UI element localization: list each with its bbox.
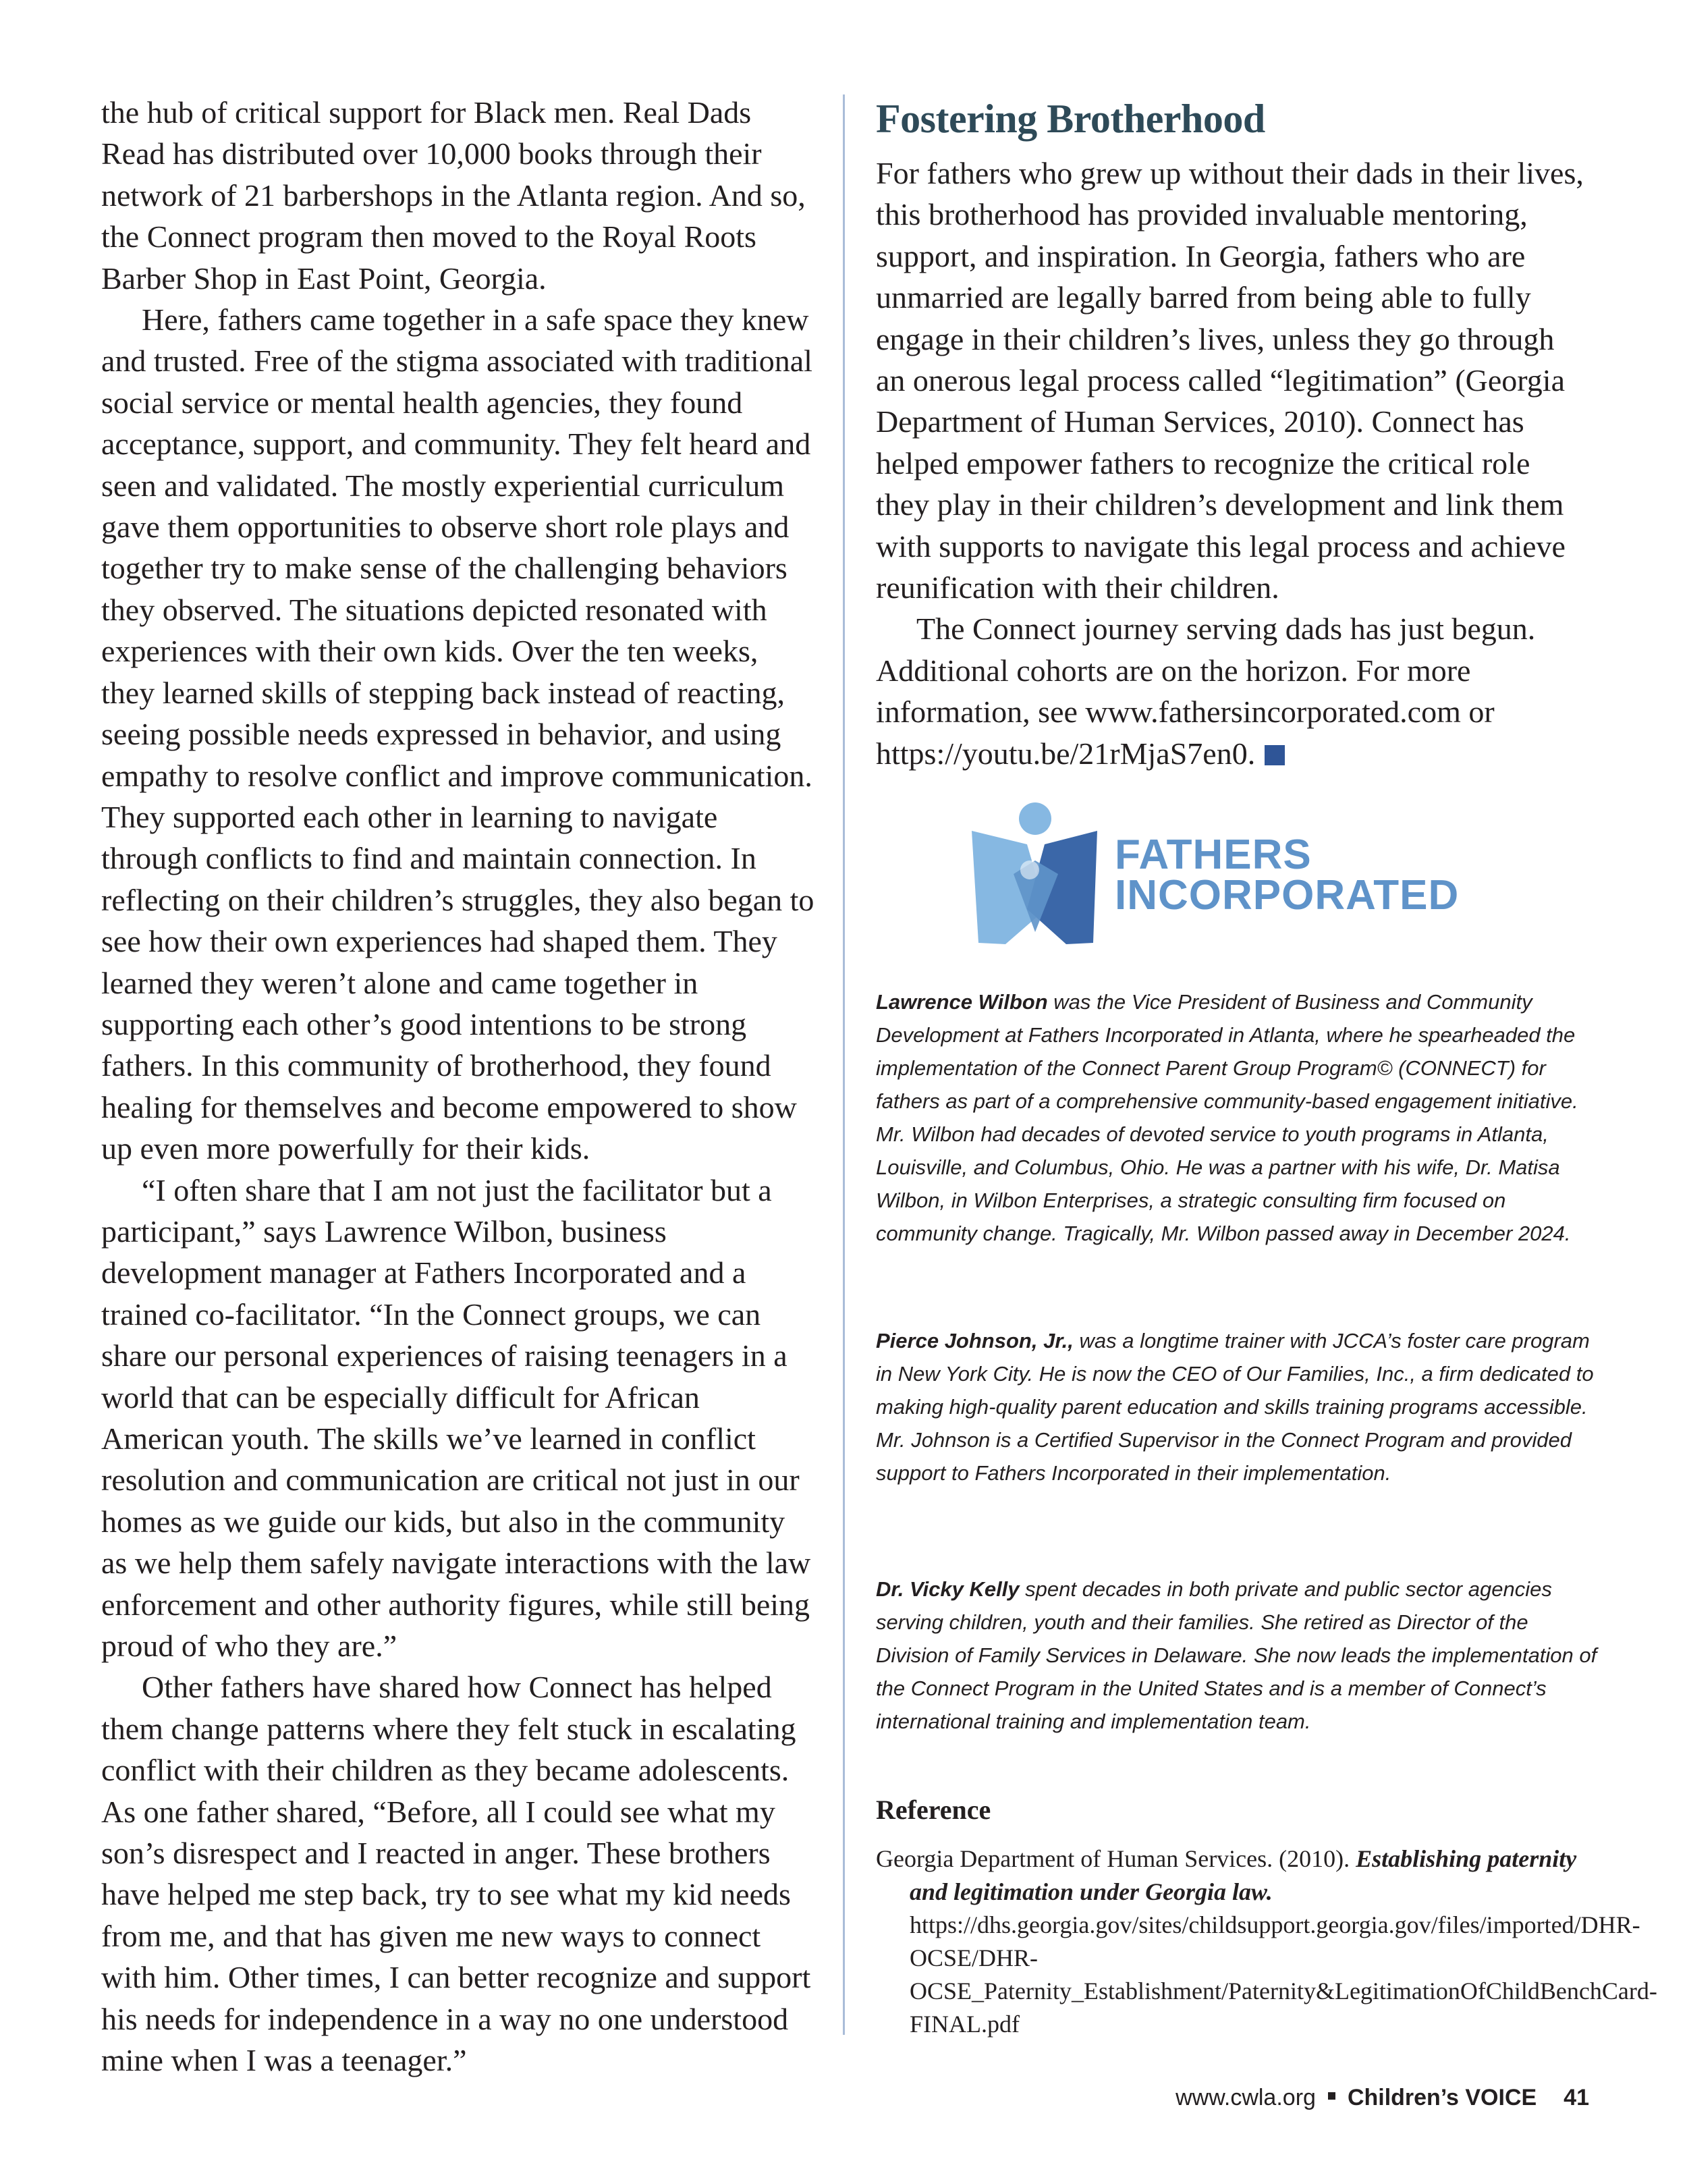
logo-line-2: INCORPORATED (1115, 872, 1460, 919)
column-divider (843, 94, 845, 2035)
author-bio-text: was a longtime trainer with JCCA’s foster care program in New York City. He is now the CEO of Our Families, Inc., a firm dedicated to making high-quality parent education and skills training programs accessible. Mr. Johnson is a Certified Supervisor in the Connect Program and provided support to Fathers Incorporated in their implementation. (876, 1329, 1594, 1485)
author-bio (876, 1573, 1598, 1738)
body-paragraph: “I often share that I am not just the facilitator but a participant,” says Lawrence Wilbon, business development manager at Fathers Incorporated and a trained co-facilitator. “In the Connect groups, we can share our personal experiences of raising teenagers in a world that can be especially difficult for African American youth. The skills we’ve learned in conflict resolution and communication are critical not just in our homes as we guide our kids, but also in the community as we help them safely navigate interactions with the law enforcement and other authority figures, while still being proud of who they are.” (101, 1172, 811, 1664)
end-of-article-mark (1265, 745, 1285, 765)
reference-author: Georgia Department of Human Services. (2010). (876, 1845, 1356, 1872)
footer-publication: Children’s VOICE (1347, 2085, 1537, 2110)
reference-entry (876, 1842, 1657, 2041)
reference-title: Establishing paternity and legitimation under Georgia law. (910, 1845, 1577, 1905)
body-paragraph-text: The Connect journey serving dads has just begun. Additional cohorts are on the horizon. For more information, see www.fathersincorporated.com or https://youtu.be/21rMjaS7en0. (876, 611, 1536, 771)
section-heading: Fostering Brotherhood (876, 97, 1265, 141)
logo-line-1: FATHERS (1115, 831, 1312, 878)
body-paragraph: Other fathers have shared how Connect has helped them change patterns where they felt stuck in escalating conflict with their children as they became adolescents. As one father shared, “Before, all I could see what my son’s disrespect and I reacted in anger. These brothers have helped me step back, try to see what my kid needs from me, and that has given me new ways to connect with him. Other times, I can better recognize and support his needs for independence in a way no one understood mine when I was a teenager.” (101, 1670, 811, 2078)
author-bio (876, 1324, 1598, 1490)
left-column (101, 92, 817, 2081)
author-name: Pierce Johnson, Jr., (876, 1329, 1074, 1353)
page-footer (1176, 2083, 1589, 2112)
author-name: Dr. Vicky Kelly (876, 1577, 1020, 1601)
author-bio-text: was the Vice President of Business and Community Development at Fathers Incorporated in Atlanta, where he spearheaded the implementation of the Connect Parent Group Program© (CONNECT) for fathers as part of a comprehensive community-based engagement initiative. Mr. Wilbon had decades of devoted service to youth programs in Atlanta, Louisville, and Columbus, Ohio. He was a partner with his wife, Dr. Matisa Wilbon, in Wilbon Enterprises, a strategic consulting firm focused on community change. Tragically, Mr. Wilbon passed away in December 2024. (876, 990, 1578, 1245)
author-bio (876, 985, 1598, 1250)
logo-emblem-icon (965, 800, 1100, 948)
body-paragraph (876, 608, 1591, 774)
body-paragraph: For fathers who grew up without their dads in their lives, this brotherhood has provided invaluable mentoring, support, and inspiration. In Georgia, fathers who are unmarried are legally barred from being able to fully engage in their children’s lives, unless they go through an onerous legal process called “legitimation” (Georgia Department of Human Services, 2010). Connect has helped empower fathers to recognize the critical role they play in their children’s development and link them with supports to navigate this legal process and achieve reunification with their children. (876, 156, 1584, 605)
footer-url: www.cwla.org (1176, 2085, 1316, 2110)
fathers-incorporated-logo (965, 800, 1460, 948)
body-paragraph: Here, fathers came together in a safe space they knew and trusted. Free of the stigma associated with traditional social service or mental health agencies, they found acceptance, support, and community. They felt heard and seen and validated. The mostly experiential curriculum gave them opportunities to observe short role plays and together try to make sense of the challenging behaviors they observed. The situations depicted resonated with experiences with their own kids. Over the ten weeks, they learned skills of stepping back instead of reacting, seeing possible needs expressed in behavior, and using empathy to resolve conflict and improve communication. They supported each other in learning to navigate through conflicts to find and maintain connection. In reflecting on their children’s struggles, they also began to see how their own experiences had shaped them. They learned they weren’t alone and came together in supporting each other’s good intentions to be strong fathers. In this community of brotherhood, they found healing for themselves and become empowered to show up even more powerfully for their kids. (101, 302, 814, 1166)
footer-separator (1328, 2092, 1335, 2100)
page-number: 41 (1564, 2085, 1589, 2110)
right-column (876, 94, 1591, 774)
body-paragraph: the hub of critical support for Black men. Real Dads Read has distributed over 10,000 books through their network of 21 barbershops in the Atlanta region. And so, the Connect program then moved to the Royal Roots Barber Shop in East Point, Georgia. (101, 95, 806, 296)
author-name: Lawrence Wilbon (876, 990, 1048, 1014)
reference-url: https://dhs.georgia.gov/sites/childsupport.georgia.gov/files/imported/DHR-OCSE/DHR-OCSE_Paternity_Establishment/Paternity&LegitimationOfChildBenchCard-FINAL.pdf (910, 1911, 1657, 2038)
logo-wordmark (1115, 831, 1460, 919)
author-bio-text: spent decades in both private and public sector agencies serving children, youth and their families. She retired as Director of the Division of Family Services in Delaware. She now leads the implementation of the Connect Program in the United States and is a member of Connect’s international training and implementation team. (876, 1577, 1597, 1733)
reference-heading: Reference (876, 1795, 991, 1825)
